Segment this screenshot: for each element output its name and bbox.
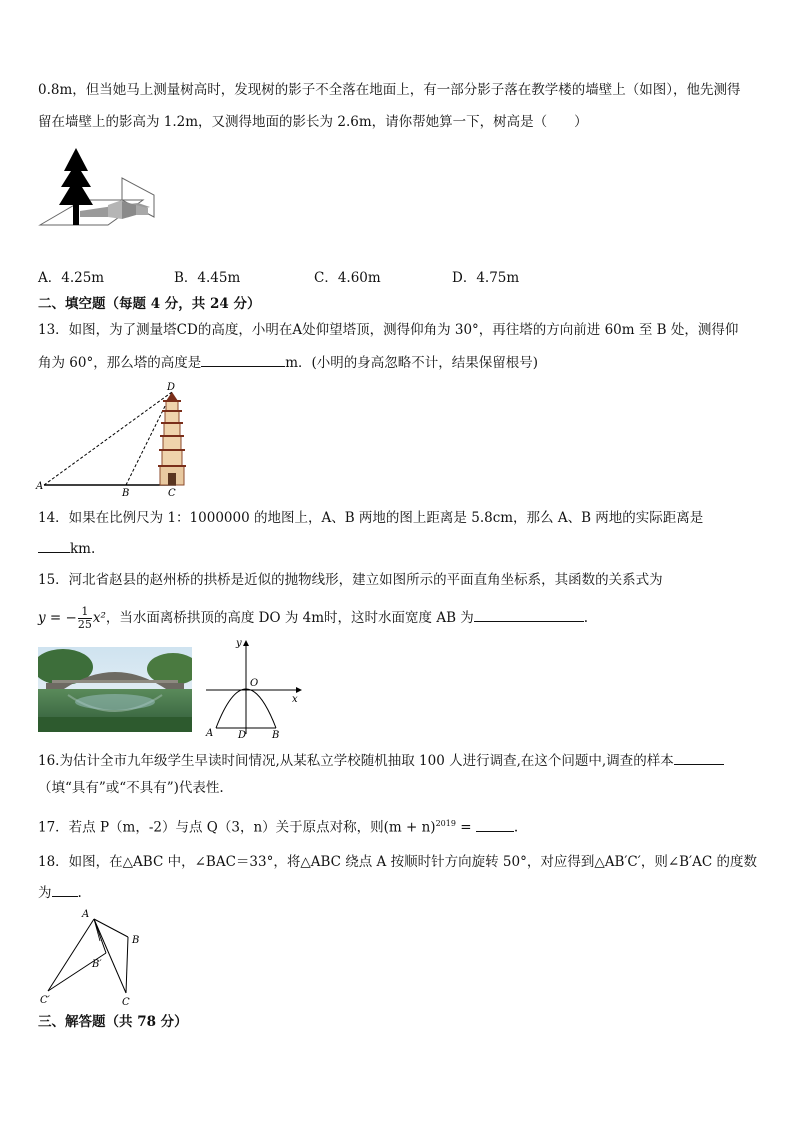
q12-line2: 留在墙壁上的影高为 1.2m，又测得地面的影长为 2.6m，请你帮她算一下，树高是（ ） bbox=[38, 114, 588, 130]
q13-answer-blank[interactable] bbox=[201, 352, 285, 367]
section2-title: 二、填空题（每题 4 分，共 24 分） bbox=[38, 296, 261, 312]
q15-formula-suffix: x² bbox=[92, 610, 106, 626]
q16-answer-blank[interactable] bbox=[674, 750, 724, 765]
q15-formula-prefix: y = − bbox=[38, 610, 77, 626]
q18-answer-blank[interactable] bbox=[52, 882, 78, 897]
q15-line1: 15．河北省赵县的赵州桥的拱桥是近似的抛物线形，建立如图所示的平面直角坐标系，其函数的关系式为 bbox=[38, 572, 663, 588]
q13-text-a: 角为 60°，那么塔的高度是 bbox=[38, 355, 202, 371]
q12-option-c[interactable]: C．4.60m bbox=[314, 270, 381, 286]
q15-label-y: y bbox=[236, 638, 242, 649]
q14-line2 bbox=[38, 538, 758, 559]
q12-line1: 0.8m，但当她马上测量树高时，发现树的影子不全落在地面上，有一部分影子落在教学楼的墙壁上（如图），他先测得 bbox=[38, 82, 741, 98]
q12-option-a[interactable]: A．4.25m bbox=[38, 270, 105, 286]
q13-line1: 13．如图，为了测量塔CD的高度，小明在A处仰望塔顶，测得仰角为 30°，再往塔的方向前进 60m 至 B 处，测得仰 bbox=[38, 322, 739, 338]
q17-answer-blank[interactable] bbox=[476, 817, 514, 832]
q18-line1: 18．如图，在△ABC 中，∠BAC＝33°，将△ABC 绕点 A 按顺时针方向旋转 50°，对应得到△AB′C′，则∠B′AC 的度数 bbox=[38, 854, 757, 870]
q17-text: 17．若点 P（m，-2）与点 Q（3，n）关于原点对称，则(m + n) bbox=[38, 819, 436, 836]
q15-line2 bbox=[38, 604, 758, 632]
q13-label-d: D bbox=[167, 382, 176, 393]
q16-line1 bbox=[38, 750, 758, 771]
q13-text-b: m．(小明的身高忽略不计，结果保留根号) bbox=[285, 355, 539, 371]
q15-fraction bbox=[78, 606, 92, 631]
q18-rotation-figure bbox=[36, 905, 156, 1013]
q13-line2 bbox=[38, 352, 758, 373]
q15-parabola-figure bbox=[200, 636, 310, 740]
q13-label-c: C bbox=[168, 488, 176, 499]
q18-line2 bbox=[38, 882, 758, 903]
q15-frac-num: 1 bbox=[78, 606, 92, 619]
q15-period: . bbox=[583, 610, 589, 626]
q17-end: . bbox=[513, 819, 519, 836]
q16-line2: （填“具有”或“不具有”)代表性. bbox=[38, 780, 224, 796]
q15-text: ，当水面离桥拱顶的高度 DO 为 4m时，这时水面宽度 AB 为 bbox=[105, 610, 474, 626]
q12-options bbox=[38, 268, 758, 288]
q14-unit: km. bbox=[70, 541, 96, 557]
q16-text: 16.为估计全市九年级学生早读时间情况,从某私立学校随机抽取 100 人进行调查,在这个问题中,调查的样本 bbox=[38, 753, 674, 769]
q15-label-x: x bbox=[292, 694, 298, 705]
q15-frac-den: 25 bbox=[77, 618, 92, 631]
q17-eq: = bbox=[455, 819, 476, 836]
q18-label-c: C bbox=[122, 997, 130, 1008]
zhaozhou-bridge-photo bbox=[38, 647, 192, 732]
q13-label-b: B bbox=[122, 488, 130, 499]
q15-answer-blank[interactable] bbox=[474, 607, 584, 622]
q18-text: 为 bbox=[38, 885, 52, 901]
q12-option-d[interactable]: D．4.75m bbox=[452, 270, 520, 286]
q14-line1: 14．如果在比例尺为 1：1000000 的地图上，A、B 两地的图上距离是 5.8cm，那么 A、B 两地的实际距离是 bbox=[38, 510, 704, 526]
q13-label-a: A bbox=[36, 481, 44, 492]
q13-tower-figure bbox=[34, 378, 194, 500]
q15-label-o: O bbox=[250, 678, 259, 689]
q17-exponent: 2019 bbox=[435, 819, 456, 828]
section3-title: 三、解答题（共 78 分） bbox=[38, 1014, 188, 1030]
pagoda-icon bbox=[158, 392, 186, 485]
q18-end: . bbox=[77, 885, 82, 901]
q18-label-a: A bbox=[82, 909, 90, 920]
q18-label-bprime: B′ bbox=[92, 959, 102, 970]
q14-answer-blank[interactable] bbox=[38, 538, 70, 553]
q15-label-b: B bbox=[272, 730, 280, 740]
q18-label-b: B bbox=[132, 935, 140, 946]
q18-label-cprime: C′ bbox=[40, 995, 50, 1006]
q12-tree-shadow-figure bbox=[38, 145, 158, 245]
q15-label-d: D bbox=[238, 730, 247, 740]
q17-line bbox=[38, 814, 758, 838]
q15-label-a: A bbox=[206, 728, 214, 739]
q12-option-b[interactable]: B．4.45m bbox=[174, 270, 241, 286]
